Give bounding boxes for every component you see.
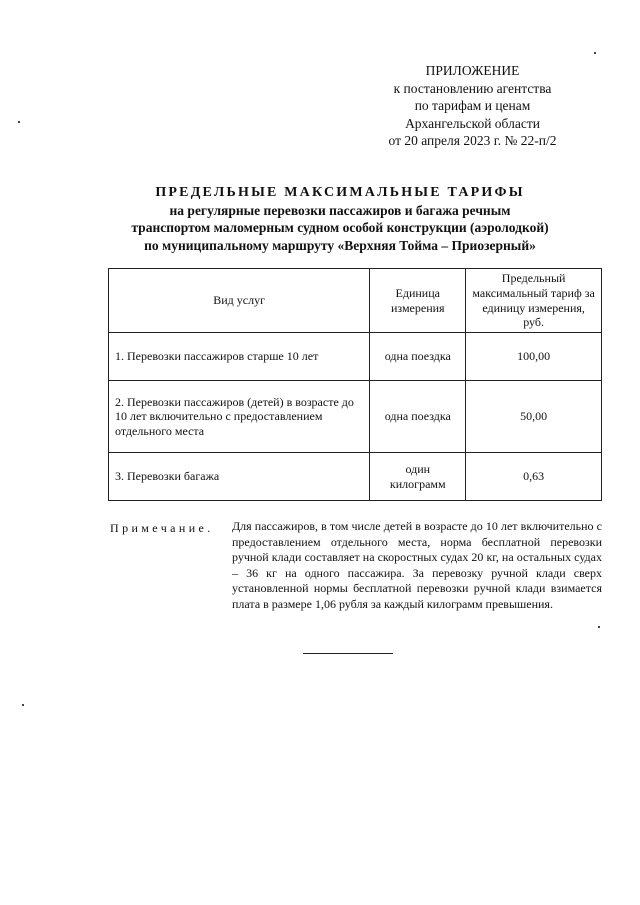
document-title [90,184,590,254]
title-route: по муниципальному маршруту «Верхняя Тойма – Приозерный» [144,237,536,253]
scan-speck [18,121,20,123]
unit-cell: один килограмм [370,453,466,501]
service-cell: 1. Перевозки пассажиров старше 10 лет [109,333,370,381]
table-header-row [109,269,602,333]
price-cell: 100,00 [466,333,602,381]
appendix-title: ПРИЛОЖЕНИЕ [425,63,520,78]
title-line: на регулярные перевозки пассажиров и багажа речным [169,202,511,218]
price-cell: 0,63 [466,453,602,501]
table-row [109,453,602,501]
unit-cell: одна поездка [370,333,466,381]
note-text: Для пассажиров, в том числе детей в возрасте до 10 лет включительно с предоставлением отдельного места, норма бесплатной перевозки ручной клади составляет на скоростных судах 20 кг, на остальных судах – 36 кг на одного пассажира. За перевозку ручной клади сверх установленной нормы бесплатной перевозки ручной клади взимается плата в размере 1,06 рубля за каждый килограмм превышения. [232,519,602,611]
appendix-date: от 20 апреля 2023 г. № 22-п/2 [388,133,557,149]
closing-rule [303,653,393,654]
unit-cell: одна поездка [370,381,466,453]
scan-speck [598,626,600,628]
service-cell: 2. Перевозки пассажиров (детей) в возрасте до 10 лет включительно с предоставлением отдельного места [109,381,370,453]
appendix-line: Архангельской области [405,115,540,131]
appendix-header [360,62,585,150]
scan-speck [22,704,24,706]
table-row [109,333,602,381]
note-label: Примечание. [110,521,214,535]
price-cell: 50,00 [466,381,602,453]
title-line: транспортом маломерным судном особой конструкции (аэролодкой) [131,220,549,236]
appendix-line: по тарифам и ценам [414,98,531,114]
tariff-table [108,268,602,501]
title-main: ПРЕДЕЛЬНЫЕ МАКСИМАЛЬНЫЕ ТАРИФЫ [155,185,525,200]
header-unit: Единица измерения [370,269,466,333]
service-cell: 3. Перевозки багажа [109,453,370,501]
appendix-line: к постановлению агентства [393,80,552,96]
table-row [109,381,602,453]
scan-speck [594,52,596,54]
header-tariff: Предельный максимальный тариф за единицу измерения, руб. [466,269,602,333]
header-service: Вид услуг [109,269,370,333]
